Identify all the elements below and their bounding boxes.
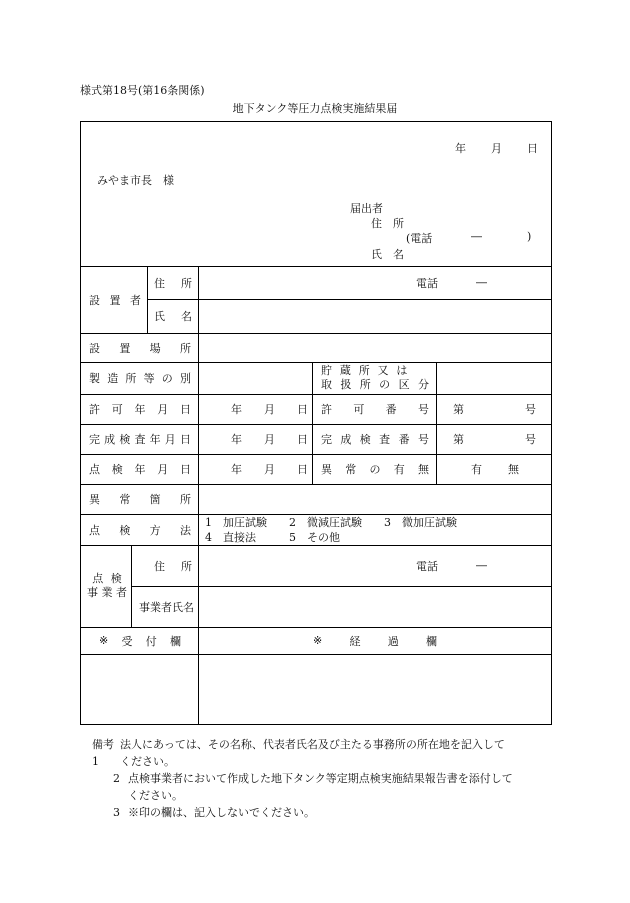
notes	[92, 736, 562, 821]
method-options-line2: 4 直接法 5 その他	[205, 530, 340, 544]
operator-name-label: 事業者氏名	[139, 600, 194, 614]
date-month-label: 月	[491, 142, 502, 155]
location-label: 設 置 場 所	[89, 341, 191, 355]
note-item: 2 点検事業者において作成した地下タンク等定期点検実施結果報告書を添付して ください。	[113, 772, 513, 802]
installer-address-label: 住 所	[154, 276, 192, 290]
completion-date-value: 年 月 日	[231, 433, 308, 446]
storage-category-label: 貯 蔵 所 又 は 取 扱 所 の 区 分	[321, 364, 429, 391]
completion-number-label: 完 成 検 査 番 号	[321, 433, 429, 446]
completion-number-value: 第 号	[453, 433, 536, 446]
abnormality-label: 異 常 の 有 無	[321, 463, 429, 476]
inspector-phone-dash: ―	[476, 559, 487, 572]
abnormal-point-label: 異 常 箇 所	[89, 493, 191, 506]
notifier-phone-close: )	[527, 230, 532, 243]
installer-label: 設 置 者	[89, 293, 141, 307]
permit-number-label: 許 可 番 号	[321, 403, 429, 416]
installer-name-label: 氏 名	[154, 310, 192, 323]
recipient: みやま市長 様	[97, 174, 174, 187]
notifier-phone-dash: ―	[471, 230, 482, 243]
inspector-phone-label: 電話	[416, 559, 438, 573]
inspection-date-label: 点 検 年 月 日	[89, 463, 191, 476]
notifier-address-label: 住 所	[371, 217, 404, 230]
abnormality-options	[471, 454, 519, 484]
date-year-label: 年	[455, 142, 466, 155]
notifier-name-label: 氏 名	[371, 248, 404, 261]
inspector-label: 点 検 事 業 者	[87, 572, 127, 599]
method-options	[205, 514, 457, 545]
note-item: 3 ※印の欄は、記入しないでください。	[113, 806, 315, 819]
abnormality-yes[interactable]: 有	[471, 463, 482, 476]
form-number: 様式第18号(第16条関係)	[80, 84, 205, 97]
form-table	[80, 121, 552, 725]
method-label: 点 検 方 法	[89, 523, 191, 537]
reception-column-label: ※ 受 付 欄	[99, 634, 181, 648]
installer-phone-label: 電話	[416, 276, 438, 290]
abnormality-no[interactable]: 無	[508, 463, 519, 476]
installer-phone-dash: ―	[476, 276, 487, 289]
permit-number-value: 第 号	[453, 403, 536, 416]
inspection-date-value: 年 月 日	[231, 463, 308, 476]
permit-date-label: 許 可 年 月 日	[89, 403, 191, 416]
note-item: 備考1 法人にあっては、その名称、代表者氏名及び主たる事務所の所在地を記入して ください。	[92, 738, 505, 768]
date-day-label: 日	[527, 142, 538, 155]
progress-column-label: ※ 経 過 欄	[313, 634, 437, 648]
permit-date-value: 年 月 日	[231, 403, 308, 416]
completion-date-label: 完 成 検 査 年 月 日	[89, 433, 191, 446]
notifier-phone-label: (電話	[406, 232, 433, 245]
form-title: 地下タンク等圧力点検実施結果届	[232, 102, 398, 115]
inspector-address-label: 住 所	[154, 559, 192, 573]
notifier-label: 届出者	[350, 202, 383, 215]
method-options-line1: 1 加圧試験 2 微減圧試験 3 微加圧試験	[205, 515, 457, 529]
facility-type-label: 製 造 所 等 の 別	[89, 372, 191, 385]
